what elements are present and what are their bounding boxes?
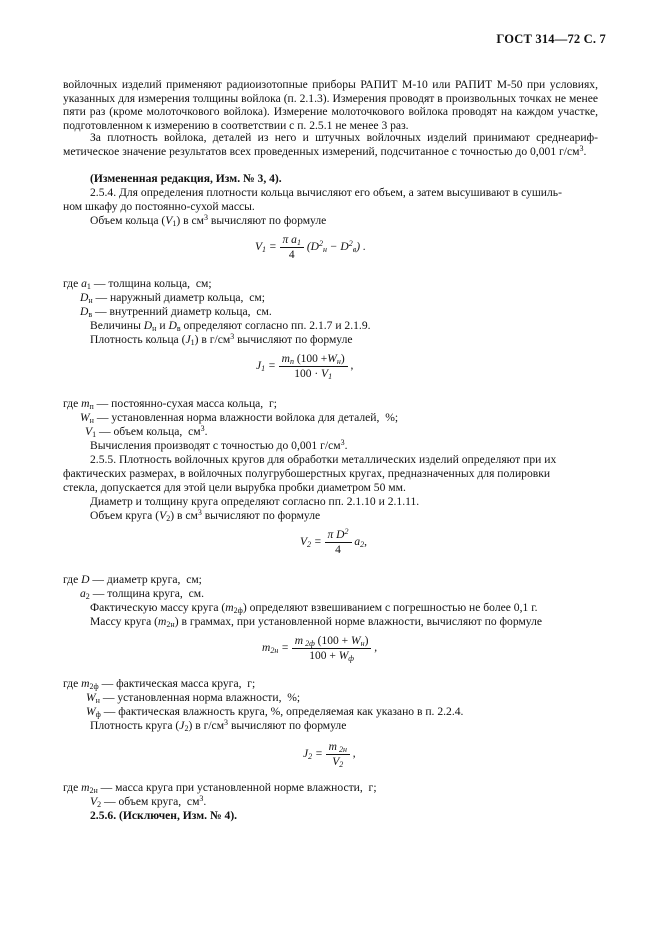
v1-where-2: $D_н$ — наружный диаметр кольца, см; bbox=[80, 291, 265, 305]
formula-v2: $V_2$ = $\frac{\pi D^2}{4}$ $a_2$, bbox=[300, 527, 367, 556]
v2-intro: Объем круга $(V_2)$ в $см^3$ вычисляют по формуле bbox=[90, 508, 321, 523]
m2n-where-3: $W_ф$ — фактическая влажность круга, %, определяемая как указано в п. 2.2.4. bbox=[86, 705, 464, 719]
section-255-line1: 2.5.5. Плотность войлочных кругов для обработки металлических изделий определяют при их bbox=[90, 453, 557, 466]
section-255-line2: фактических размерах, в войлочных полугрубошерстных кругах, предназначенных для полировки bbox=[63, 467, 551, 480]
formula-v1: $V_1$ = $\frac{\pi a_1}{4}$ $(D^2_н - D^2_в)$ . bbox=[255, 234, 366, 261]
formula-j2: $J_2$ = $\frac{m _{2н}}{V_2}$ , bbox=[303, 741, 356, 769]
m2n-where-1: где $m_{2ф}$ — фактическая масса круга, г; bbox=[63, 677, 256, 691]
j2-where-1: где $m_{2н}$ — масса круга при установленной норме влажности, г; bbox=[63, 781, 377, 795]
j1-where-1: где $m_п$ — постоянно-сухая масса кольца, г; bbox=[63, 397, 277, 411]
paragraph-density: За плотность войлока, деталей из него и штучных войлочных изделий принимают среднеариф- метическое значение результатов всех проведенных измерений, подсчитанное с точностью до 0,001 $г/см^3$. bbox=[63, 131, 598, 158]
m2n-intro: Массу круга $(m_{2н})$ в граммах, при установленной норме влажности, вычисляют по формуле bbox=[90, 615, 543, 629]
j1-where-2: $W_н$ — установленная норма влажности войлока для деталей, %; bbox=[80, 411, 399, 425]
j2-intro: Плотность круга $(J_2)$ в $г/см^3$ вычисляют по формуле bbox=[90, 718, 347, 733]
m2f-text: Фактическую массу круга $(m_{2ф})$ определяют взвешиванием с погрешностью не более 0,1 г. bbox=[90, 601, 538, 615]
j1-precision: Вычисления производят с точностью до 0,001 $г/см^3$. bbox=[90, 438, 348, 452]
v2-where-1: где D — диаметр круга, см; bbox=[63, 573, 202, 586]
j2-where-2: $V_2$ — объем круга, $см^3$. bbox=[90, 794, 207, 809]
section-255-line4: Диаметр и толщину круга определяют согласно пп. 2.1.10 и 2.1.11. bbox=[90, 495, 420, 508]
v1-intro: Объем кольца $(V_1)$ в $см^3$ вычисляют по формуле bbox=[90, 213, 327, 228]
v1-where-3: $D_в$ — внутренний диаметр кольца, см. bbox=[80, 305, 272, 319]
section-256: 2.5.6. (Исключен, Изм. № 4). bbox=[90, 809, 238, 822]
m2n-where-2: $W_н$ — установленная норма влажности, %; bbox=[86, 691, 301, 705]
v2-where-2: $a_2$ — толщина круга, см. bbox=[80, 587, 204, 601]
v1-where-1: где $a_1$ — толщина кольца, см; bbox=[63, 277, 212, 291]
edit-note-1: (Измененная редакция, Изм. № 3, 4). bbox=[90, 172, 282, 185]
section-255-line3: стекла, допускается для этой цели вырубка пробки диаметром 50 мм. bbox=[63, 481, 406, 494]
j1-intro: Плотность кольца $(J_1)$ в $г/см^3$ вычисляют по формуле bbox=[90, 332, 353, 347]
density-rest: метическое значение результатов всех проведенных измерений, подсчитанное с точностью до 0,001 г/см bbox=[63, 144, 580, 158]
formula-m2n: $m_{2н}$ = $\frac{m _{2ф} (100 + W_н)}{100 + W_ф}$ , bbox=[262, 635, 378, 663]
formula-j1: $J_1$ = $\frac{m_п (100 +W_н)}{100 \cdot V_1}$ , bbox=[256, 353, 354, 381]
density-line1: За плотность войлока, деталей из него и штучных войлочных изделий принимают среднеариф- bbox=[90, 131, 598, 144]
section-254-line2: ном шкафу до постоянно-сухой массы. bbox=[63, 200, 255, 213]
page-header: ГОСТ 314—72 С. 7 bbox=[496, 32, 606, 46]
j1-where-3: $V_1$ — объем кольца, $см^3$. bbox=[85, 424, 208, 439]
v1-note: Величины $D_н$ и $D_в$ определяют согласно пп. 2.1.7 и 2.1.9. bbox=[90, 319, 371, 333]
paragraph-intro: войлочных изделий применяют радиоизотопные приборы РАПИТ М-10 или РАПИТ М-50 при условиях, указанных для измерения толщины войлока (п. 2.1.3). Измерения проводят в произвольных точках не менее пяти раз (кроме молоточкового войлока). Измерение молоточкового войлока проводят на каждом участке, подготовленном к измерению в соответствии с п. 2.5.1 не менее 3 раз. bbox=[63, 78, 598, 133]
section-254-line1: 2.5.4. Для определения плотности кольца вычисляют его объем, а затем высушивают в сушиль- bbox=[90, 186, 562, 199]
